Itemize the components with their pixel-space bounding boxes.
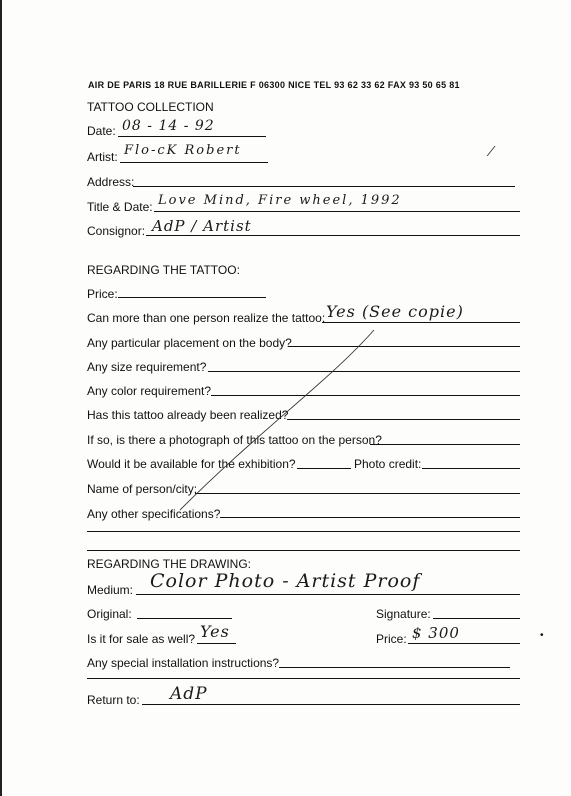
- installation-field[interactable]: [279, 667, 510, 668]
- other-specifications-field-2[interactable]: [87, 531, 520, 532]
- other-specifications-label: Any other specifications?: [87, 507, 221, 521]
- title-date-label: Title & Date:: [87, 200, 153, 214]
- photo-credit-field[interactable]: [422, 468, 520, 469]
- exhibition-label: Would it be available for the exhibition?: [87, 457, 296, 471]
- signature-label: Signature:: [376, 607, 431, 621]
- name-person-city-label: Name of person/city:: [87, 482, 198, 496]
- return-to-value: AdP: [170, 684, 208, 704]
- artist-value: Flo-cK Robert: [124, 143, 242, 158]
- consignor-value: AdP / Artist: [152, 217, 252, 235]
- tattoo-section-heading: REGARDING THE TATTOO:: [87, 263, 240, 277]
- for-sale-label: Is it for sale as well?: [87, 632, 196, 646]
- exhibition-field[interactable]: [297, 468, 351, 469]
- size-field[interactable]: [208, 371, 520, 372]
- more-than-one-value: Yes (See copie): [326, 302, 464, 321]
- other-specifications-field[interactable]: [220, 517, 520, 518]
- color-field[interactable]: [211, 395, 520, 396]
- medium-field[interactable]: [136, 594, 520, 595]
- price-label: Price:: [87, 287, 118, 301]
- for-sale-value: Yes: [200, 622, 230, 641]
- title-date-field[interactable]: [154, 211, 520, 212]
- date-value: 08 - 14 - 92: [122, 118, 215, 134]
- price-field[interactable]: [118, 297, 266, 298]
- installation-label: Any special installation instructions?: [87, 656, 280, 670]
- return-to-label: Return to:: [87, 693, 140, 707]
- date-label: Date:: [87, 124, 116, 138]
- photograph-field[interactable]: [370, 444, 520, 445]
- consignor-field[interactable]: [146, 235, 520, 236]
- medium-label: Medium:: [87, 583, 134, 597]
- size-label: Any size requirement?: [87, 360, 207, 374]
- address-field[interactable]: [133, 186, 515, 187]
- sale-price-label: Price:: [376, 632, 407, 646]
- realized-label: Has this tattoo already been realized?: [87, 408, 289, 422]
- medium-value: Color Photo - Artist Proof: [150, 570, 421, 592]
- artist-label: Artist:: [87, 150, 118, 164]
- sale-price-field[interactable]: [408, 643, 520, 644]
- form-title: TATTOO COLLECTION: [87, 100, 214, 114]
- address-label: Address:: [87, 175, 135, 189]
- title-date-value: Love Mind, Fire wheel, 1992: [158, 193, 402, 208]
- return-to-field[interactable]: [142, 704, 520, 705]
- sale-price-value: $ 300: [412, 624, 460, 642]
- installation-field-2[interactable]: [87, 678, 520, 679]
- realized-field[interactable]: [287, 419, 520, 420]
- date-field[interactable]: [118, 136, 266, 137]
- more-than-one-field[interactable]: [322, 322, 520, 323]
- drawing-section-heading: REGARDING THE DRAWING:: [87, 557, 252, 571]
- section-divider: [87, 550, 520, 551]
- original-field[interactable]: [137, 618, 232, 619]
- color-label: Any color requirement?: [87, 384, 212, 398]
- pen-mark: ⁄: [490, 145, 494, 160]
- placement-label: Any particular placement on the body?: [87, 336, 292, 350]
- gallery-header: AIR DE PARIS 18 RUE BARILLERIE F 06300 NICE TEL 93 62 33 62 FAX 93 50 65 81: [88, 80, 460, 90]
- for-sale-field[interactable]: [197, 643, 236, 644]
- name-person-city-field[interactable]: [195, 493, 520, 494]
- placement-field[interactable]: [288, 346, 520, 347]
- signature-field[interactable]: [433, 618, 520, 619]
- page-edge: [0, 0, 2, 796]
- artist-field[interactable]: [120, 162, 268, 163]
- margin-dot: •: [540, 630, 544, 641]
- consignor-label: Consignor:: [87, 224, 146, 238]
- more-than-one-label: Can more than one person realize the tattoo:: [87, 311, 326, 325]
- photograph-label: If so, is there a photograph of this tattoo on the person?: [87, 433, 382, 447]
- original-label: Original:: [87, 607, 132, 621]
- photo-credit-label: Photo credit:: [354, 457, 422, 471]
